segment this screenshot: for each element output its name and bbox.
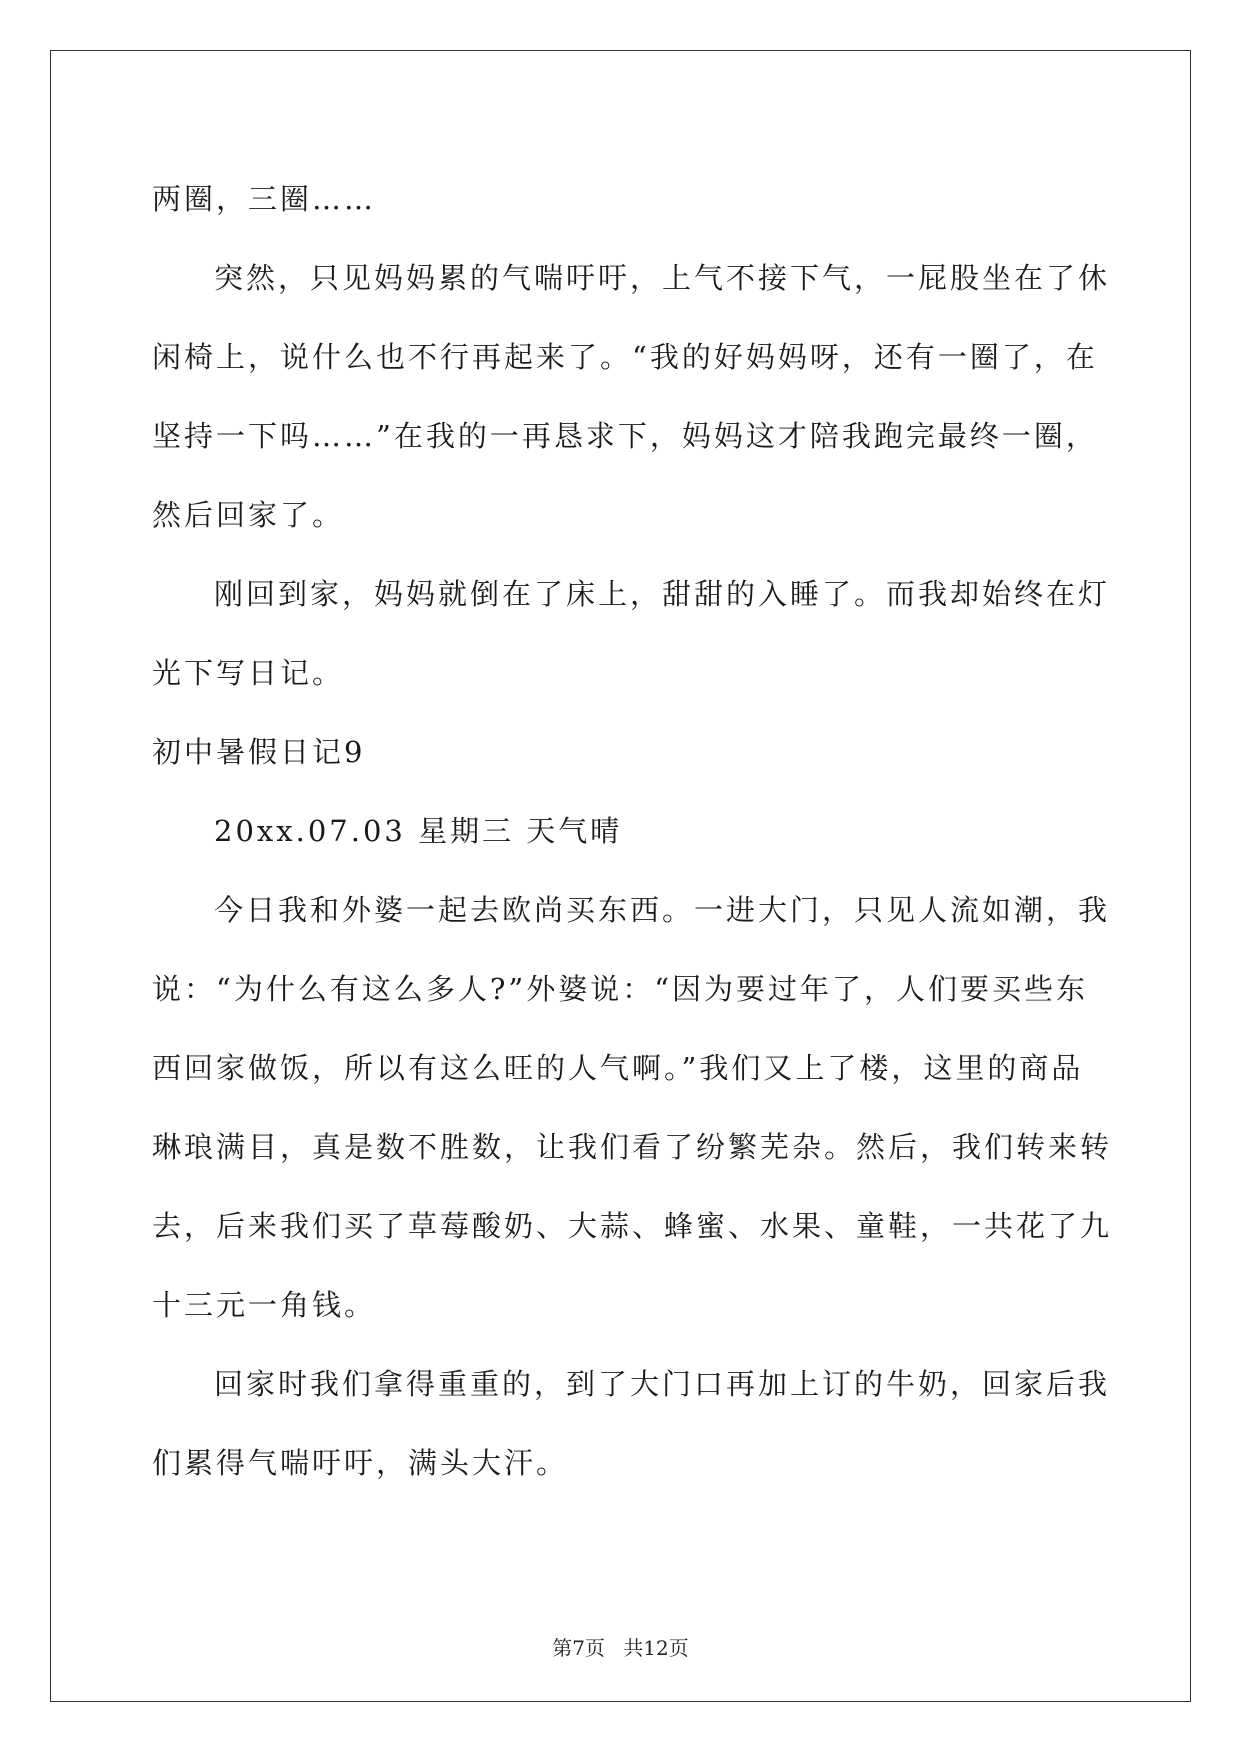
text-line: 闲椅上，说什么也不行再起来了。“我的好妈妈呀，还有一圈了，在 xyxy=(152,340,1098,374)
paragraph xyxy=(152,555,1111,713)
text-line: 西回家做饭，所以有这么旺的人气啊。”我们又上了楼，这里的商品 xyxy=(152,1051,1084,1085)
text-line: 今日我和外婆一起去欧尚买东西。一进大门，只见人流如潮，我 xyxy=(214,893,1111,927)
text-line: 十三元一角钱。 xyxy=(152,1288,377,1322)
heading-text: 初中暑假日记9 xyxy=(152,735,366,769)
text-line: 们累得气喘吁吁，满头大汗。 xyxy=(152,1446,569,1480)
text-line: 坚持一下吗……”在我的一再恳求下，妈妈这才陪我跑完最终一圈， xyxy=(152,419,1098,453)
text-line: 突然，只见妈妈累的气喘吁吁，上气不接下气，一屁股坐在了休 xyxy=(214,261,1111,295)
paragraph xyxy=(152,1345,1111,1503)
section-heading xyxy=(152,713,1087,792)
page-footer xyxy=(0,1632,1241,1661)
text-line: 刚回到家，妈妈就倒在了床上，甜甜的入睡了。而我却始终在灯 xyxy=(214,577,1111,611)
paragraph xyxy=(152,239,1111,555)
text-line: 20xx.07.03 星期三 天气晴 xyxy=(214,814,623,848)
text-line: 然后回家了。 xyxy=(152,498,345,532)
document-body xyxy=(152,160,1113,1503)
text-line: 光下写日记。 xyxy=(152,656,345,690)
text-line: 两圈，三圈…… xyxy=(152,182,377,216)
text-line: 去，后来我们买了草莓酸奶、大蒜、蜂蜜、水果、童鞋，一共花了九 xyxy=(152,1209,1113,1243)
text-line: 琳琅满目，真是数不胜数，让我们看了纷繁芜杂。然后，我们转来转 xyxy=(152,1130,1113,1164)
page-total: 共12页 xyxy=(623,1636,689,1660)
text-line: 说：“为什么有这么多人?”外婆说：“因为要过年了，人们要买些东 xyxy=(152,972,1089,1006)
paragraph xyxy=(152,871,1113,1345)
date-line xyxy=(152,792,1087,871)
page-number: 第7页 xyxy=(552,1636,605,1660)
text-line: 回家时我们拿得重重的，到了大门口再加上订的牛奶，回家后我 xyxy=(214,1367,1111,1401)
paragraph xyxy=(152,160,1087,239)
